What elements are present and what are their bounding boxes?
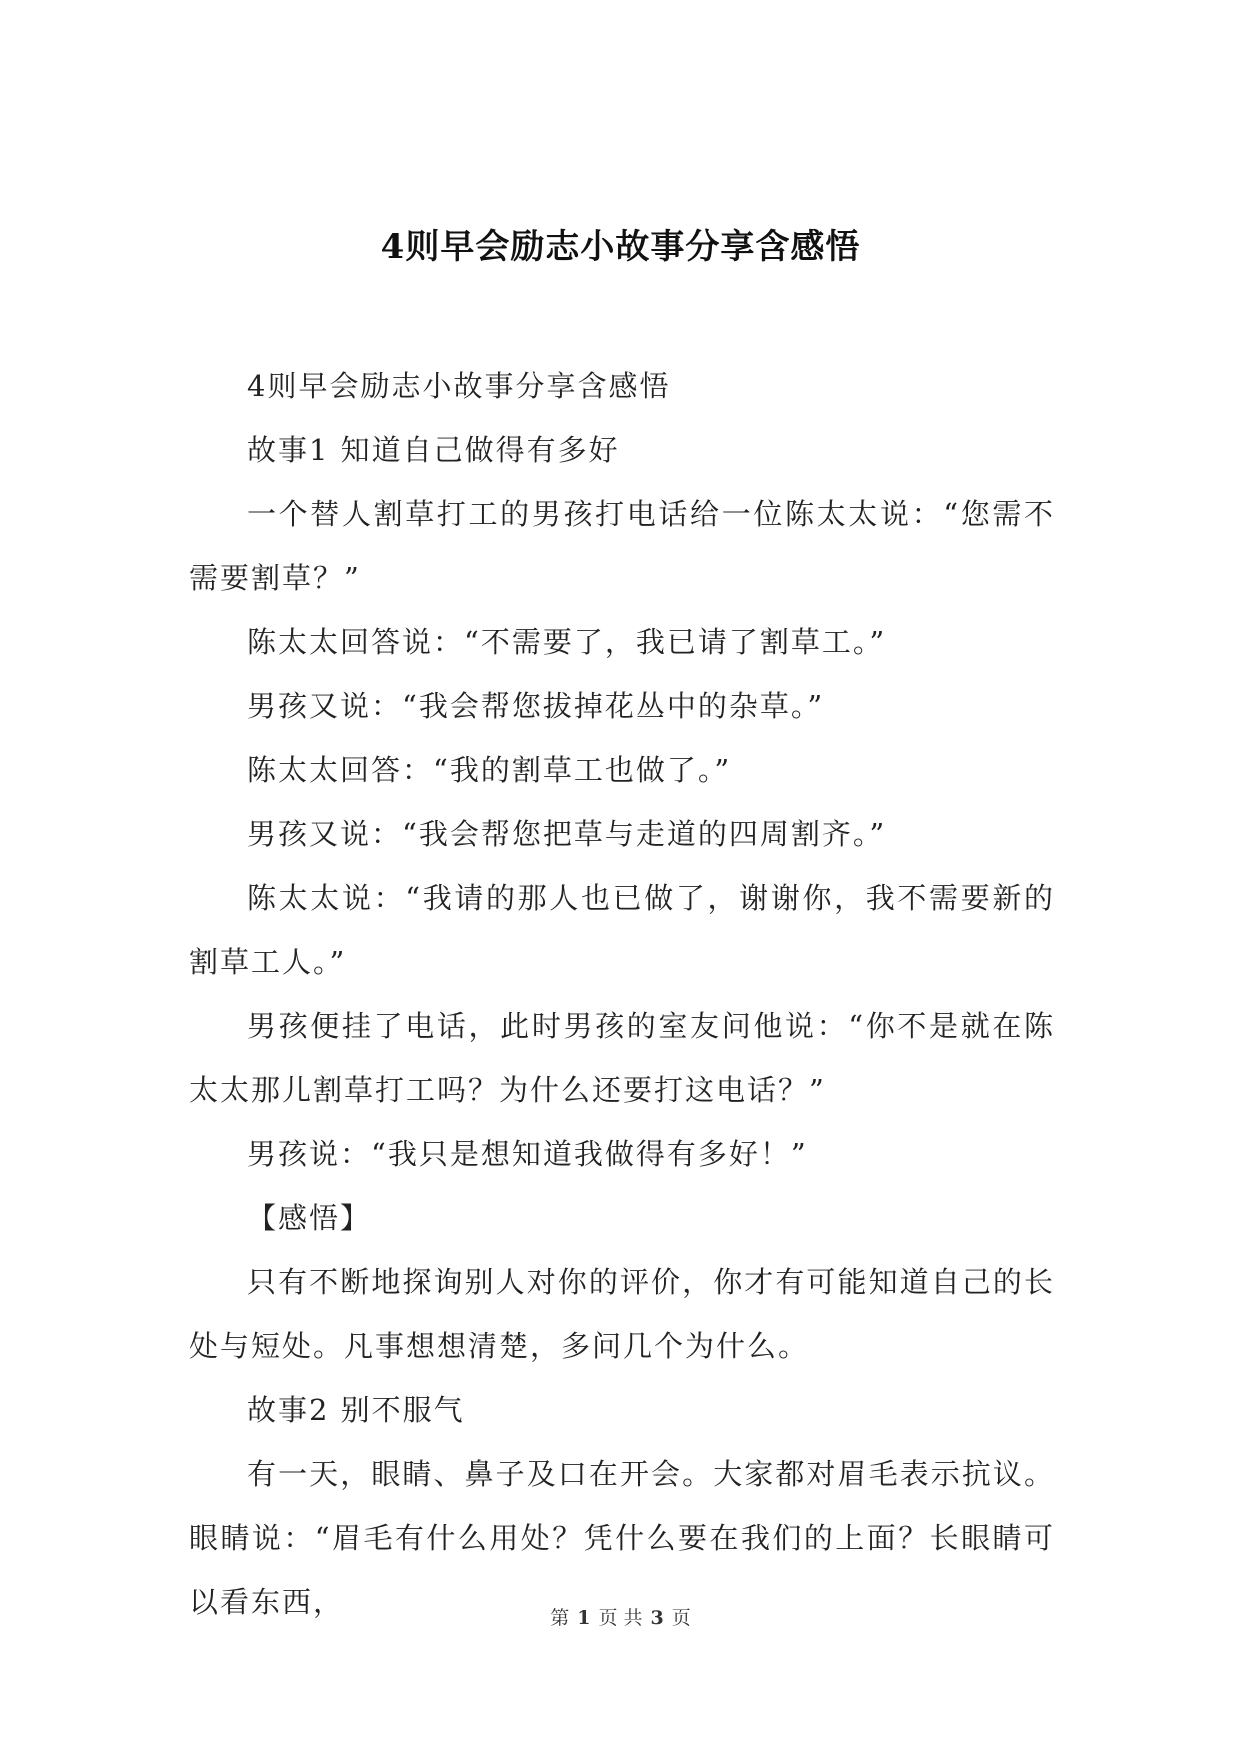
paragraph: 陈太太回答说：“不需要了，我已请了割草工。” bbox=[247, 625, 887, 659]
paragraph: 一个替人割草打工的男孩打电话给一位陈太太说：“您需不需要割草？” bbox=[189, 497, 1055, 595]
current-page-number: 1 bbox=[577, 1607, 591, 1629]
paragraph: 陈太太说：“我请的那人也已做了，谢谢你，我不需要新的割草工人。” bbox=[189, 881, 1055, 979]
page-label-prefix: 第 bbox=[550, 1607, 570, 1629]
paragraph: 有一天，眼睛、鼻子及口在开会。大家都对眉毛表示抗议。眼睛说：“眉毛有什么用处？凭什么要在我们的上面？长眼睛可以看东西， bbox=[189, 1457, 1055, 1619]
document-title: 4则早会励志小故事分享含感悟 bbox=[380, 227, 861, 267]
paragraph: 4则早会励志小故事分享含感悟 bbox=[247, 369, 671, 403]
total-pages-number: 3 bbox=[650, 1607, 664, 1629]
paragraph: 男孩便挂了电话，此时男孩的室友问他说：“你不是就在陈太太那儿割草打工吗？为什么还要打这电话？” bbox=[189, 1009, 1055, 1107]
paragraph: 故事2 别不服气 bbox=[247, 1393, 465, 1427]
document-body bbox=[189, 354, 1055, 1634]
paragraph: 男孩说：“我只是想知道我做得有多好！” bbox=[247, 1137, 808, 1171]
paragraph: 陈太太回答：“我的割草工也做了。” bbox=[247, 753, 732, 787]
paragraph: 故事1 知道自己做得有多好 bbox=[247, 433, 620, 467]
paragraph: 只有不断地探询别人对你的评价，你才有可能知道自己的长处与短处。凡事想想清楚，多问几个为什么。 bbox=[189, 1265, 1055, 1363]
paragraph: 男孩又说：“我会帮您把草与走道的四周割齐。” bbox=[247, 817, 887, 851]
page-label-suffix: 页 bbox=[671, 1607, 691, 1629]
page-footer bbox=[0, 1604, 1241, 1632]
page-label-middle: 页 共 bbox=[598, 1607, 643, 1629]
paragraph: 男孩又说：“我会帮您拔掉花丛中的杂草。” bbox=[247, 689, 825, 723]
paragraph: 【感悟】 bbox=[247, 1201, 372, 1235]
